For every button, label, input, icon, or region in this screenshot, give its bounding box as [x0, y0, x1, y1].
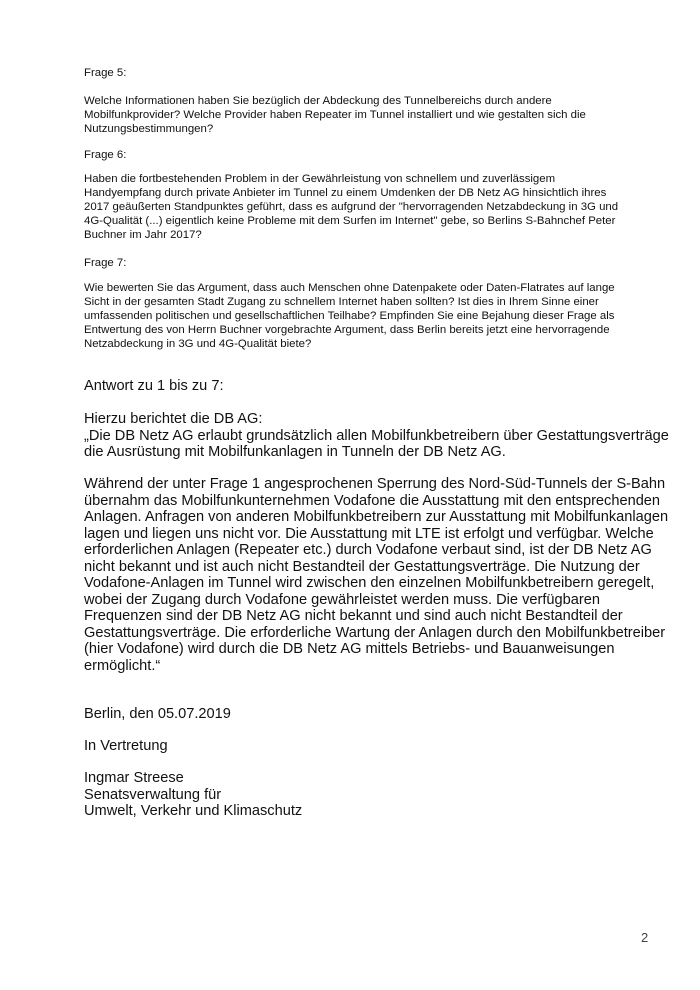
frage-7-line: umfassenden politischen und gesellschaftlichen Teilhabe? Empfinden Sie eine Bejahung dieser Frage als	[84, 310, 615, 322]
signature-block	[84, 770, 664, 820]
frage-5-line: Mobilfunkprovider? Welche Provider haben Repeater im Tunnel installiert und wie gestalten sich die	[84, 109, 586, 121]
signatory-department: Umwelt, Verkehr und Klimaschutz	[84, 803, 303, 819]
frage-6-line: Haben die fortbestehenden Problem in der Gewährleistung von schnellem und zuverlässigem	[84, 173, 556, 185]
frage-7-line: Wie bewerten Sie das Argument, dass auch Menschen ohne Datenpakete oder Daten-Flatrates auf lange	[84, 282, 615, 294]
frage-6-line: Handyempfang durch private Anbieter im Tunnel zu einem Umdenken der DB Netz AG hinsichtlich ihres	[84, 187, 607, 199]
answer-paragraph-2	[84, 476, 669, 674]
answer-line: ermöglicht.“	[84, 657, 161, 674]
frage-5-text	[84, 94, 662, 136]
answer-heading: Antwort zu 1 bis zu 7:	[84, 378, 224, 394]
answer-line: Frequenzen sind der DB Netz AG nicht bekannt und sind auch nicht Bestandteil der	[84, 608, 623, 624]
answer-line: Anlagen. Anfragen von anderen Mobilfunkbetreibern zur Ausstattung mit Mobilfunkanlagen	[84, 509, 669, 525]
frage-7-heading: Frage 7:	[84, 257, 127, 269]
answer-line: wobei der Zugang durch Vodafone gewährleistet werden muss. Die verfügbaren	[84, 591, 600, 608]
signatory-department: Senatsverwaltung für	[84, 786, 222, 803]
answer-line: Vodafone-Anlagen im Tunnel wird zwischen den einzelnen Mobilfunkbetreibern geregelt,	[84, 575, 655, 591]
representation-line: In Vertretung	[84, 738, 168, 754]
answer-line: Hierzu berichtet die DB AG:	[84, 411, 263, 427]
answer-line: nicht bekannt und ist auch nicht Bestandteil der Gestattungsverträge. Die Nutzung der	[84, 558, 640, 575]
answer-paragraph-1	[84, 411, 669, 461]
frage-7-text	[84, 281, 662, 351]
date-line: Berlin, den 05.07.2019	[84, 706, 231, 722]
frage-7-line: Sicht in der gesamten Stadt Zugang zu schnellem Internet haben sollten? Ist dies in Ihrem Sinne einer	[84, 296, 599, 308]
frage-5-line: Nutzungsbestimmungen?	[84, 123, 214, 135]
page-number: 2	[641, 930, 649, 945]
answer-line: übernahm das Mobilfunkunternehmen Vodafone die Ausstattung mit den entsprechenden	[84, 492, 661, 509]
frage-6-line: 2017 geäußerten Standpunktes geführt, dass es aufgrund der "hervorragenden Netzabdeckung in 3G und	[84, 201, 619, 213]
frage-6-text	[84, 172, 662, 242]
answer-line: die Ausrüstung mit Mobilfunkanlagen in Tunneln der DB Netz AG.	[84, 444, 506, 460]
answer-line: (hier Vodafone) wird durch die DB Netz AG mittels Betriebs- und Bauanweisungen	[84, 641, 615, 657]
answer-line: lagen und liegen uns nicht vor. Die Ausstattung mit LTE ist erfolgt und verfügbar. Welche	[84, 525, 654, 542]
frage-6-heading: Frage 6:	[84, 149, 127, 161]
frage-7-line: Entwertung des von Herrn Buchner vorgebrachte Argument, dass Berlin bereits jetzt eine hervorragende	[84, 324, 610, 336]
frage-6-line: 4G-Qualität (...) eigentlich keine Probleme mit dem Surfen im Internet" gebe, so Berlins S-Bahnchef Peter	[84, 215, 616, 227]
answer-line: erforderlichen Anlagen (Repeater etc.) durch Vodafone verbaut sind, ist der DB Netz AG	[84, 542, 652, 558]
frage-5-heading: Frage 5:	[84, 67, 127, 79]
answer-line: „Die DB Netz AG erlaubt grundsätzlich allen Mobilfunkbetreibern über Gestattungsverträge	[84, 427, 669, 444]
frage-7-line: Netzabdeckung in 3G und 4G-Qualität biete?	[84, 338, 312, 350]
frage-5-line: Welche Informationen haben Sie bezüglich der Abdeckung des Tunnelbereichs durch andere	[84, 95, 552, 107]
frage-6-line: Buchner im Jahr 2017?	[84, 229, 202, 241]
signatory-name: Ingmar Streese	[84, 770, 184, 786]
answer-line: Während der unter Frage 1 angesprochenen Sperrung des Nord-Süd-Tunnels der S-Bahn	[84, 476, 666, 492]
answer-line: Gestattungsverträge. Die erforderliche Wartung der Anlagen durch den Mobilfunkbetreiber	[84, 624, 666, 641]
